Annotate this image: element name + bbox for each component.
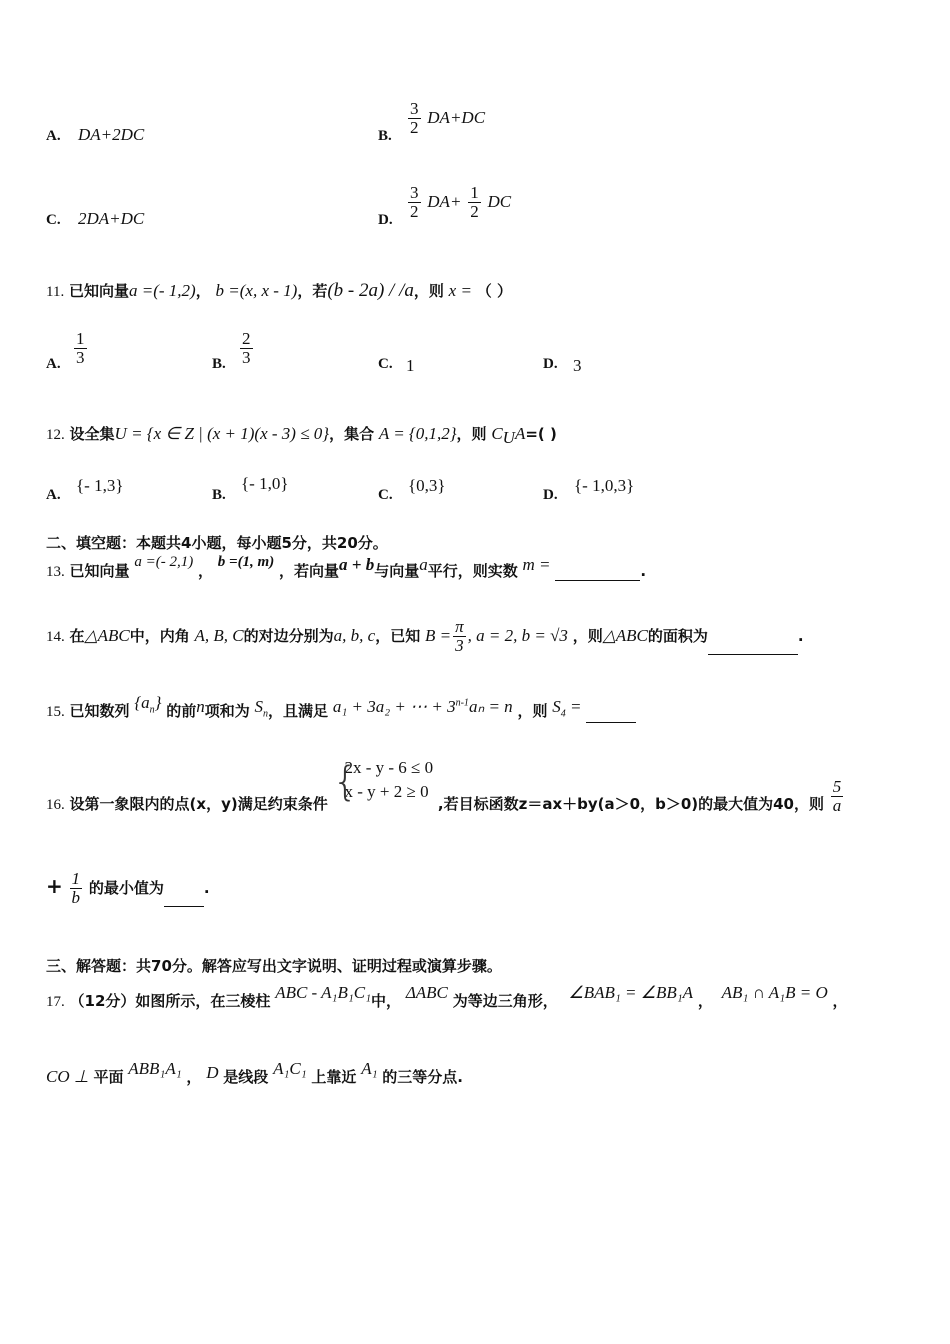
q12-option-a-label: A. bbox=[46, 487, 61, 503]
q10-option-d-label: D. bbox=[378, 212, 393, 228]
q11-option-c-value: 1 bbox=[406, 356, 415, 375]
q11-option-a-label: A. bbox=[46, 356, 61, 372]
q16-stem-cont: + $\frac{1}{b}$ 的最小值为 . bbox=[46, 869, 210, 907]
q10-option-b-label: B. bbox=[378, 128, 392, 144]
q11-option-d-value: 3 bbox=[573, 356, 582, 375]
q17-stem-line2: CO ⊥ 平面 ABB₁A₁ ， D 是线段 A₁C₁ 上靠近 A₁ 的三等分点. bbox=[46, 1059, 463, 1086]
q12-stem: 12. 设全集U = {x ∈ Z | (x + 1)(x - 3) ≤ 0}，集合 A = {0,1,2}，则 $C_UA=$( ) bbox=[46, 424, 557, 447]
q12-option-c-value: {0,3} bbox=[408, 476, 446, 495]
q14-stem: 14. 在△ABC中，内角 A, B, C的对边分别为a, b, c，已知 B = $\frac{\pi}{3}$ , a = 2, b = √3 ，则△ABC的面积为 . bbox=[46, 617, 804, 655]
q11-option-b-value: $\frac{2}{3}$ bbox=[242, 329, 251, 367]
q10-option-a-label: A. bbox=[46, 128, 61, 144]
q12-option-b-label: B. bbox=[212, 487, 226, 503]
q11-option-d-label: D. bbox=[543, 356, 558, 372]
q14-answer-blank bbox=[708, 654, 798, 655]
q15-answer-blank bbox=[586, 722, 636, 723]
section-3-heading: 三、解答题：共70分。解答应写出文字说明、证明过程或演算步骤。 bbox=[46, 957, 502, 975]
q12-option-d-label: D. bbox=[543, 487, 558, 503]
q11-option-a-value: $\frac{1}{3}$ bbox=[76, 329, 85, 367]
q12-option-a-value: {- 1,3} bbox=[76, 476, 124, 495]
q11-stem: 11. 已知向量a =(- 1,2)， b =(x, x - 1)，若(b - 2a) / /a，则 x = （ ） bbox=[46, 280, 512, 301]
q16-answer-blank bbox=[164, 906, 204, 907]
q10-option-c-label: C. bbox=[46, 212, 61, 228]
q13-stem: 13. 已知向量 a =(- 2,1) ， b =(1, m) ，若向量a + b与向量a平行，则实数 m = . bbox=[46, 554, 647, 580]
q16-constraint-system: { 2x - y - 6 ≤ 0 x - y + 2 ≥ 0 bbox=[332, 758, 434, 805]
q12-option-d-value: {- 1,0,3} bbox=[574, 476, 635, 495]
section-2-heading: 二、填空题：本题共4小题，每小题5分，共20分。 bbox=[46, 534, 388, 552]
q12-option-c-label: C. bbox=[378, 487, 393, 503]
q10-option-d-expr: $\frac{3}{2}$ DA+ $\frac{1}{2}$ DC bbox=[410, 183, 512, 221]
q11-option-b-label: B. bbox=[212, 356, 226, 372]
q16-stem: 16. 设第一象限内的点(x，y)满足约束条件 { 2x - y - 6 ≤ 0 x - y + 2 ≥ 0 ,若目标函数z＝ax＋by(a＞0，b＞0)的最大值为40，则 $\frac{5}{a}$ bbox=[46, 758, 842, 815]
q10-option-c-expr: 2DA+DC bbox=[78, 209, 145, 228]
q12-option-b-value: {- 1,0} bbox=[241, 474, 289, 493]
q13-answer-blank bbox=[555, 580, 640, 581]
q15-stem: 15. 已知数列 $\{a_n\}$ 的前n项和为 $S_n$，且满足 a₁ + 3a₂ + ⋯ + $3^{n-1}a_n = n$ ，则 $S_4$ = bbox=[46, 700, 636, 723]
q11-option-c-label: C. bbox=[378, 356, 393, 372]
q10-option-b-expr: $\frac{3}{2}$ DA+DC bbox=[410, 99, 486, 137]
q10-option-a-expr: DA+2DC bbox=[78, 125, 145, 144]
q17-stem-line1: 17. （12分）如图所示，在三棱柱 ABC - A₁B₁C₁中， ΔABC 为等边三角形， ∠BAB₁ = ∠BB₁A ， AB₁ ∩ A₁B = O ， bbox=[46, 983, 848, 1010]
